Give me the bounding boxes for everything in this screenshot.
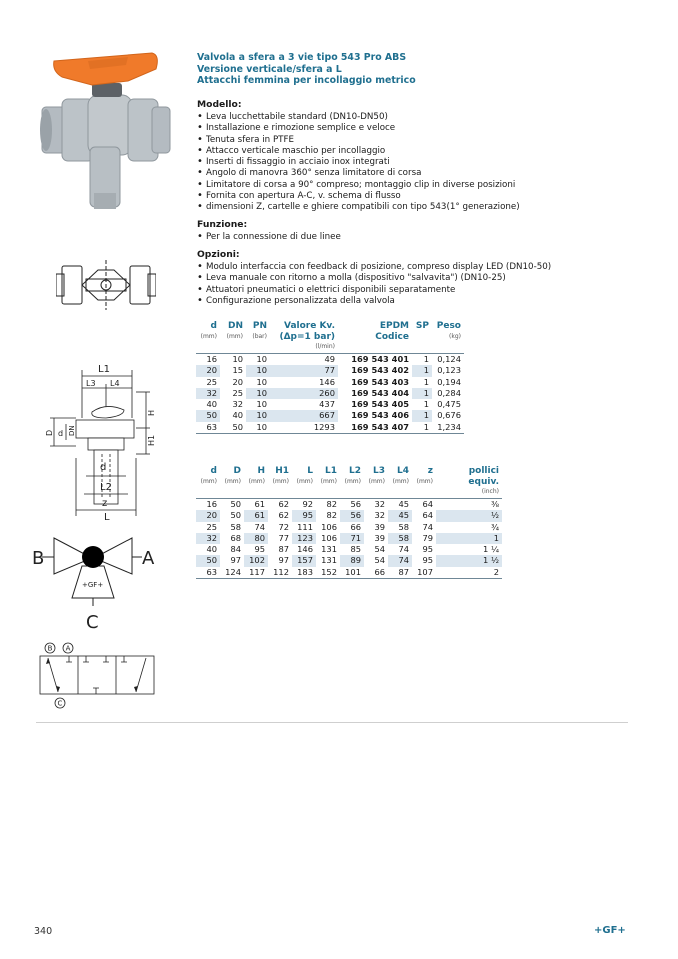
table-cell: 15 <box>232 365 243 376</box>
table-cell: ¾ <box>490 521 499 532</box>
opzioni-list <box>197 262 551 307</box>
table-body <box>196 499 502 579</box>
table-cell: 40 <box>206 544 217 555</box>
column-header <box>436 466 502 499</box>
ball-icon <box>82 546 104 568</box>
column-unit: (bar) <box>252 332 267 340</box>
table-cell: 74 <box>422 521 433 532</box>
table-cell: 20 <box>196 365 220 376</box>
table-cell: 112 <box>268 567 292 579</box>
dim-label: L3 <box>86 379 96 388</box>
list-item: • Tenuta sfera in PTFE <box>197 135 520 146</box>
modello-list <box>197 112 520 214</box>
page-number: 340 <box>34 926 53 937</box>
list-item: • Attacco verticale maschio per incollaggio <box>197 146 520 157</box>
table-cell: 40 <box>206 399 217 410</box>
title-line: Attacchi femmina per incollaggio metrico <box>197 75 416 86</box>
table-cell: 95 <box>292 510 316 521</box>
table-cell: 63 <box>196 422 220 434</box>
table-cell: 10 <box>246 422 270 434</box>
table-cell: 152 <box>316 567 340 579</box>
table-cell: 39 <box>374 532 385 543</box>
table-cell: 111 <box>297 521 313 532</box>
table-cell: 95 <box>422 544 433 555</box>
table-cell: 1 ¼ <box>483 544 499 555</box>
table-cell: 131 <box>321 544 337 555</box>
table-cell: ⅜ <box>490 499 499 509</box>
funzione-list <box>197 232 341 243</box>
list-item: • Per la connessione di due linee <box>197 232 341 243</box>
table-cell: 45 <box>388 510 412 521</box>
column-unit: (mm) <box>344 477 361 485</box>
table-cell: 106 <box>321 532 337 543</box>
table-cell: 1293 <box>270 422 338 434</box>
list-item: • Leva lucchettabile standard (DN10-DN50) <box>197 112 520 123</box>
table-cell: 97 <box>278 555 289 566</box>
column-header <box>316 466 340 499</box>
table-cell: 97 <box>230 555 241 566</box>
table-cell: 183 <box>292 567 316 579</box>
table-cell: 169 543 404 <box>351 387 409 398</box>
table-row <box>196 510 502 521</box>
table-cell: 54 <box>374 555 385 566</box>
column-label: L <box>307 466 313 476</box>
table-cell: 101 <box>340 567 364 579</box>
product-codes-table <box>196 321 464 434</box>
dimensions-table <box>196 466 502 579</box>
table-cell: 77 <box>270 365 338 376</box>
table-cell: 0,123 <box>437 365 461 376</box>
table-cell: 95 <box>254 544 265 555</box>
opzioni-section <box>197 249 551 307</box>
table-cell: 169 543 402 <box>351 365 409 376</box>
table-cell: 87 <box>388 567 412 579</box>
column-header <box>388 466 412 499</box>
list-item: • Angolo di manovra 360° senza limitatore di corsa <box>197 168 520 179</box>
table-cell: 1,234 <box>432 422 464 434</box>
column-header <box>270 321 338 354</box>
table-cell: 25 <box>232 387 243 398</box>
valve-body <box>40 83 170 209</box>
table-cell: 50 <box>196 555 220 566</box>
table-cell: 56 <box>350 499 361 509</box>
column-label: L2 <box>349 466 361 476</box>
list-item: • dimensioni Z, cartelle e ghiere compatibili con tipo 543(1° generazione) <box>197 202 520 213</box>
port-label-a: A <box>142 548 155 569</box>
table-cell: 10 <box>232 354 243 364</box>
table-cell: 157 <box>292 555 316 566</box>
table-cell: 107 <box>412 567 436 579</box>
column-label: d <box>210 321 217 331</box>
table-cell: 10 <box>256 354 267 364</box>
column-header <box>338 321 412 354</box>
table-cell: 169 543 405 <box>351 399 409 410</box>
column-unit: (mm) <box>248 477 265 485</box>
column-label: L4 <box>397 466 409 476</box>
table-cell: 1 <box>423 376 429 387</box>
column-label: SP <box>415 321 429 331</box>
table-cell: 32 <box>196 533 220 544</box>
table-cell: 45 <box>398 499 409 509</box>
table-cell: 62 <box>278 499 289 509</box>
table-row <box>196 365 464 376</box>
top-view-drawing <box>56 260 156 310</box>
table-cell: 58 <box>388 533 412 544</box>
table-cell: 10 <box>256 376 267 387</box>
list-item: • Limitatore di corsa a 90° compreso; montaggio clip in diverse posizioni <box>197 180 520 191</box>
table-cell: 54 <box>374 544 385 555</box>
dim-label: D <box>45 429 54 436</box>
table-cell: 25 <box>206 521 217 532</box>
dim-label: d <box>100 462 107 473</box>
table-cell: 66 <box>364 567 388 579</box>
table-cell: 32 <box>196 388 220 399</box>
table-cell: 102 <box>244 555 268 566</box>
table-cell: 1 <box>436 533 502 544</box>
table-cell: 61 <box>244 510 268 521</box>
list-item: • Modulo interfaccia con feedback di posizione, compreso display LED (DN10-50) <box>197 262 551 273</box>
column-label: Valore Kv. <box>283 321 335 331</box>
table-cell: 68 <box>230 532 241 543</box>
modello-section <box>197 99 520 214</box>
list-item: • Leva manuale con ritorno a molla (dispositivo "salvavita") (DN10-25) <box>197 273 551 284</box>
title-line: Valvola a sfera a 3 vie tipo 543 Pro ABS <box>197 52 407 63</box>
table-cell: 74 <box>254 521 265 532</box>
port-label-b: B <box>47 644 53 653</box>
table-cell: 0,284 <box>437 387 461 398</box>
header-row <box>196 321 464 354</box>
table-cell: 25 <box>206 376 217 387</box>
dim-label: H1 <box>147 434 156 446</box>
table-row <box>196 410 464 421</box>
table-cell: 169 543 406 <box>351 410 409 421</box>
table-cell: 1 ½ <box>436 555 502 566</box>
table-cell: 63 <box>196 567 220 579</box>
column-label: D <box>233 466 241 476</box>
column-header <box>292 466 316 499</box>
table-cell: 92 <box>302 499 313 509</box>
column-label: H <box>257 466 265 476</box>
column-unit: (mm) <box>272 477 289 485</box>
table-cell: 1 <box>412 388 432 399</box>
table-cell: 89 <box>340 555 364 566</box>
brand-logo: +GF+ <box>594 925 626 936</box>
column-label: L3 <box>373 466 385 476</box>
column-unit: (mm) <box>368 477 385 485</box>
column-unit: (mm) <box>416 477 433 485</box>
table-cell: 117 <box>244 567 268 579</box>
list-item: • Configurazione personalizzata della valvola <box>197 296 551 307</box>
table-cell: 79 <box>422 532 433 543</box>
column-header <box>412 321 432 354</box>
table-cell: 32 <box>374 510 385 521</box>
table-cell: 1 <box>412 422 432 434</box>
dim-label: L1 <box>98 364 110 375</box>
column-label: L1 <box>325 466 337 476</box>
column-label-line2: Codice <box>375 331 409 342</box>
list-item: • Installazione e rimozione semplice e veloce <box>197 123 520 134</box>
table-cell: 64 <box>422 499 433 509</box>
table-row <box>196 499 502 511</box>
port-label-c: C <box>57 699 63 708</box>
table-header <box>196 321 464 354</box>
flow-scheme <box>36 640 161 712</box>
table-cell: 1 <box>423 354 429 364</box>
product-title <box>197 52 416 87</box>
table-cell: 56 <box>340 510 364 521</box>
table-row <box>196 422 464 434</box>
table-cell: 10 <box>246 388 270 399</box>
table-row <box>196 544 502 555</box>
table-cell: 437 <box>319 399 335 410</box>
table-cell: 32 <box>232 399 243 410</box>
table-cell: 260 <box>270 388 338 399</box>
table-cell: 1 <box>412 365 432 376</box>
section-heading: Funzione: <box>197 219 248 230</box>
table-cell: 80 <box>244 533 268 544</box>
column-unit: (inch) <box>481 488 499 495</box>
dim-label: L2 <box>100 482 112 493</box>
table-row <box>196 354 464 366</box>
table-row <box>196 522 502 533</box>
table-cell: 16 <box>206 354 217 364</box>
table-cell: 667 <box>270 410 338 421</box>
column-label: z <box>427 466 433 476</box>
table-cell: 72 <box>278 521 289 532</box>
table-cell: 1 <box>423 399 429 410</box>
section-heading: Opzioni: <box>197 249 240 260</box>
column-unit: (mm) <box>392 477 409 485</box>
table-cell: 0,676 <box>437 410 461 421</box>
table-cell: 106 <box>321 521 337 532</box>
table-cell: 169 543 401 <box>351 354 409 364</box>
column-unit: (kg) <box>449 332 461 340</box>
table-cell: 58 <box>230 521 241 532</box>
column-unit: (mm) <box>226 332 243 340</box>
column-header <box>432 321 464 354</box>
table-cell: 10 <box>246 365 270 376</box>
dim-label: z <box>102 498 108 509</box>
product-image <box>32 47 180 237</box>
table-cell: 16 <box>206 499 217 509</box>
column-label: pollici <box>468 466 499 476</box>
table-cell: 146 <box>297 544 313 555</box>
column-label: H1 <box>275 466 289 476</box>
dim-label: L4 <box>110 379 120 388</box>
table-cell: 20 <box>232 376 243 387</box>
table-cell: 2 <box>436 567 502 579</box>
table-cell: 50 <box>220 422 246 434</box>
column-header <box>196 466 220 499</box>
funzione-section <box>197 219 341 243</box>
table-row <box>196 555 502 566</box>
table-cell: 1 <box>412 410 432 421</box>
column-unit: (mm) <box>200 477 217 485</box>
header-row <box>196 466 502 499</box>
table-cell: 74 <box>388 555 412 566</box>
table-cell: 39 <box>374 521 385 532</box>
column-header <box>340 466 364 499</box>
table-cell: 0,475 <box>437 399 461 410</box>
table-cell: 85 <box>350 544 361 555</box>
table-cell: 64 <box>422 510 433 521</box>
column-label: DN <box>227 321 243 331</box>
table-cell: ½ <box>436 510 502 521</box>
column-header <box>268 466 292 499</box>
table-header <box>196 466 502 499</box>
column-unit: (mm) <box>296 477 313 485</box>
dim-label: DN <box>68 425 76 436</box>
list-item: • Inserti di fissaggio in acciaio inox integrati <box>197 157 520 168</box>
column-unit: (mm) <box>320 477 337 485</box>
column-label: d <box>210 466 217 476</box>
table-cell: 10 <box>256 399 267 410</box>
table-cell: 124 <box>220 567 244 579</box>
table-body <box>196 354 464 434</box>
dim-label: d <box>58 429 64 438</box>
column-header <box>220 466 244 499</box>
table-cell: 0,194 <box>437 376 461 387</box>
table-cell: 50 <box>230 510 241 521</box>
table-cell: 95 <box>422 555 433 566</box>
table-cell: 0,124 <box>437 354 461 364</box>
port-label-a: A <box>65 644 71 653</box>
column-label: PN <box>252 321 267 331</box>
column-label: Peso <box>436 321 461 331</box>
table-cell: 169 543 403 <box>351 376 409 387</box>
column-label-line2: equiv. <box>468 476 499 487</box>
column-header <box>196 321 220 354</box>
table-row <box>196 377 464 388</box>
table-cell: 84 <box>230 544 241 555</box>
port-label-c: C <box>86 612 99 633</box>
column-unit: (mm) <box>224 477 241 485</box>
table-cell: 82 <box>326 499 337 509</box>
gf-logo: +GF+ <box>82 581 104 589</box>
table-cell: 61 <box>254 499 265 509</box>
table-cell: 40 <box>232 410 243 421</box>
column-header <box>412 466 436 499</box>
table-cell: 58 <box>398 521 409 532</box>
table-row <box>196 567 502 579</box>
column-header <box>246 321 270 354</box>
orange-handle <box>54 53 158 85</box>
table-cell: 74 <box>398 544 409 555</box>
column-label-line2: (Δp=1 bar) <box>279 331 335 342</box>
column-header <box>220 321 246 354</box>
dim-label: L <box>104 512 110 520</box>
table-cell: 123 <box>292 533 316 544</box>
table-row <box>196 399 464 410</box>
table-row <box>196 533 502 544</box>
list-item: • Fornita con apertura A-C, v. schema di flusso <box>197 191 520 202</box>
table-cell: 10 <box>246 410 270 421</box>
table-cell: 20 <box>196 510 220 521</box>
valve-symbol <box>30 530 165 635</box>
section-heading: Modello: <box>197 99 242 110</box>
column-unit: (l/min) <box>315 343 335 350</box>
table-cell: 71 <box>340 533 364 544</box>
list-item: • Attuatori pneumatici o elettrici disponibili separatamente <box>197 285 551 296</box>
column-header <box>364 466 388 499</box>
table-cell: 32 <box>374 499 385 509</box>
table-cell: 82 <box>326 510 337 521</box>
table-cell: 169 543 407 <box>338 422 412 434</box>
dim-label: H <box>147 409 156 416</box>
table-cell: 77 <box>278 532 289 543</box>
dimension-drawing <box>36 358 166 520</box>
column-label: EPDM <box>379 321 409 331</box>
table-cell: 50 <box>196 410 220 421</box>
table-cell: 50 <box>230 499 241 509</box>
table-row <box>196 388 464 399</box>
table-cell: 49 <box>324 354 335 364</box>
table-cell: 87 <box>278 544 289 555</box>
table-cell: 62 <box>278 510 289 521</box>
table-cell: 146 <box>319 376 335 387</box>
page-divider <box>36 722 628 723</box>
column-unit: (mm) <box>200 332 217 340</box>
port-label-b: B <box>32 548 45 569</box>
table-cell: 66 <box>350 521 361 532</box>
table-cell: 131 <box>321 555 337 566</box>
column-header <box>244 466 268 499</box>
title-line: Versione verticale/sfera a L <box>197 63 342 75</box>
